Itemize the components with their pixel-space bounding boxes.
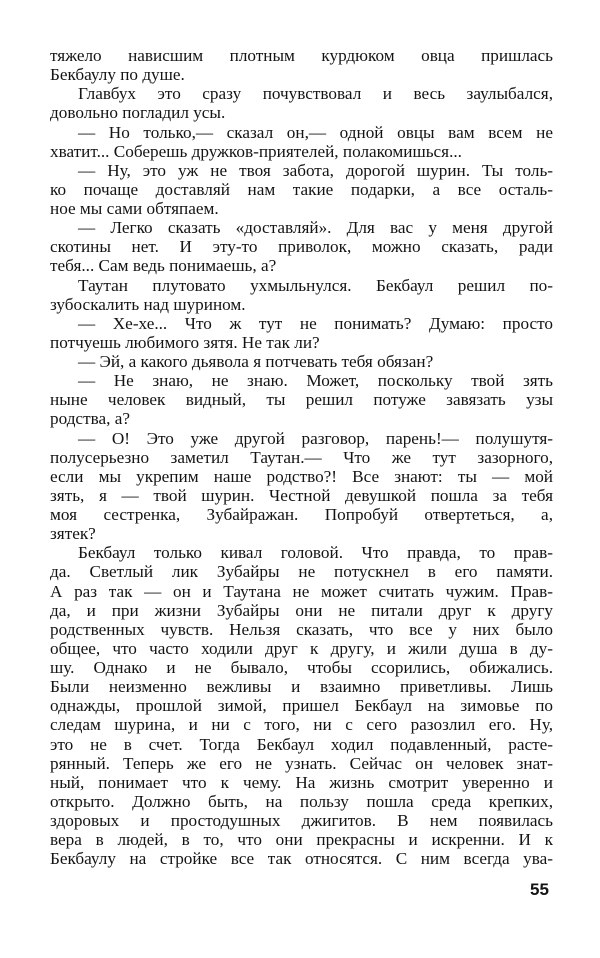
book-page-text	[50, 46, 553, 868]
text-line: ко почаще доставляй нам такие подарки, а все осталь-	[50, 179, 553, 199]
text-line: рянный. Теперь же его не узнать. Сейчас он человек знат-	[50, 753, 553, 773]
text-line: хватит... Соберешь дружков-приятелей, полакомишься...	[50, 141, 462, 161]
text-line: Бекбаул только кивал головой. Что правда, то прав-	[78, 543, 553, 563]
text-line: — Эй, а какого дьявола я потчевать тебя обязан?	[78, 352, 434, 371]
text-line: моя сестренка, Зубайражан. Попробуй отвертеться, а,	[50, 505, 553, 524]
text-line: это не в счет. Тогда Бекбаул ходил подавленный, расте-	[50, 734, 553, 754]
text-line: ный, понимает что к чему. На жизнь смотрит уверенно и	[50, 772, 553, 792]
text-line: да. Светлый лик Зубайры не потускнел в его памяти.	[50, 562, 553, 582]
paragraph	[50, 276, 553, 314]
text-line: Таутан плутовато ухмыльнулся. Бекбаул решил по-	[78, 275, 553, 295]
text-line: потчуешь любимого зятя. Не так ли?	[50, 332, 320, 352]
paragraph	[50, 429, 553, 544]
text-line: если мы укрепим наше родство?! Все знают: ты — мой	[50, 466, 553, 486]
text-line: открыто. Должно быть, на пользу пошла среда крепких,	[50, 791, 553, 811]
text-line: — О! Это уже другой разговор, парень!— полушутя-	[78, 428, 553, 448]
text-line: да, и при жизни Зубайры они не питали друг к другу	[50, 600, 553, 620]
text-line: — Но только,— сказал он,— одной овцы вам всем не	[78, 122, 553, 142]
paragraph	[50, 314, 553, 352]
text-line: — Ну, это уж не твоя забота, дорогой шурин. Ты толь-	[78, 160, 553, 180]
text-line: шу. Однако и не бывало, чтобы ссорились, обижались.	[50, 658, 553, 677]
text-line: полусерьезно заметил Таутан.— Что же тут зазорного,	[50, 447, 553, 467]
text-line: вера в людей, в то, что они прекрасны и искренни. И к	[50, 830, 553, 850]
text-line: зятек?	[50, 524, 96, 544]
paragraph	[50, 218, 553, 275]
text-line: — Легко сказать «доставляй». Для вас у меня другой	[78, 218, 553, 238]
page-number: 55	[530, 880, 549, 899]
text-line: Бекбаулу по душе.	[50, 65, 185, 85]
text-line: — Не знаю, не знаю. Может, поскольку твой зять	[78, 371, 553, 391]
text-line: родственных чувств. Нельзя сказать, что все у них было	[50, 619, 553, 639]
text-line: ныне человек видный, ты решил потуже завязать узы	[50, 390, 553, 410]
paragraph	[50, 84, 553, 122]
text-line: родства, а?	[50, 409, 130, 429]
text-line: тебя... Сам ведь понимаешь, а?	[50, 256, 277, 276]
paragraph	[50, 161, 553, 218]
paragraph	[50, 371, 553, 428]
text-line: скотины нет. И эту-то приволок, можно сказать, ради	[50, 237, 553, 257]
text-line: общее, что часто ходили друг к другу, и жили душа в ду-	[50, 638, 553, 658]
text-line: зубоскалить над шурином.	[50, 294, 246, 314]
paragraph	[50, 543, 553, 868]
text-line: Были неизменно вежливы и взаимно приветливы. Лишь	[50, 677, 553, 697]
text-line: однажды, прошлой зимой, пришел Бекбаул на зимовье по	[50, 696, 553, 716]
paragraph	[50, 123, 553, 161]
text-line: тяжело нависшим плотным курдюком овца пришлась	[50, 46, 553, 65]
text-line: А раз так — он и Таутана не может считать чужим. Прав-	[50, 581, 553, 601]
text-line: здоровых и простодушных джигитов. В нем появилась	[50, 811, 553, 830]
text-line: довольно погладил усы.	[50, 103, 226, 123]
text-line: Главбух это сразу почувствовал и весь заулыбался,	[78, 84, 553, 104]
text-line: зять, я — твой шурин. Честной девушкой пошла за тебя	[50, 485, 553, 505]
text-line: следам шурина, и ни с того, ни с сего разозлил его. Ну,	[50, 715, 553, 735]
text-line: Бекбаулу на стройке все так относятся. С ним всегда ува-	[50, 849, 553, 869]
paragraph	[50, 46, 553, 84]
paragraph	[50, 352, 553, 371]
text-line: — Хе-хе... Что ж тут не понимать? Думаю: просто	[78, 313, 553, 333]
text-line: ное мы сами обтяпаем.	[50, 199, 219, 218]
